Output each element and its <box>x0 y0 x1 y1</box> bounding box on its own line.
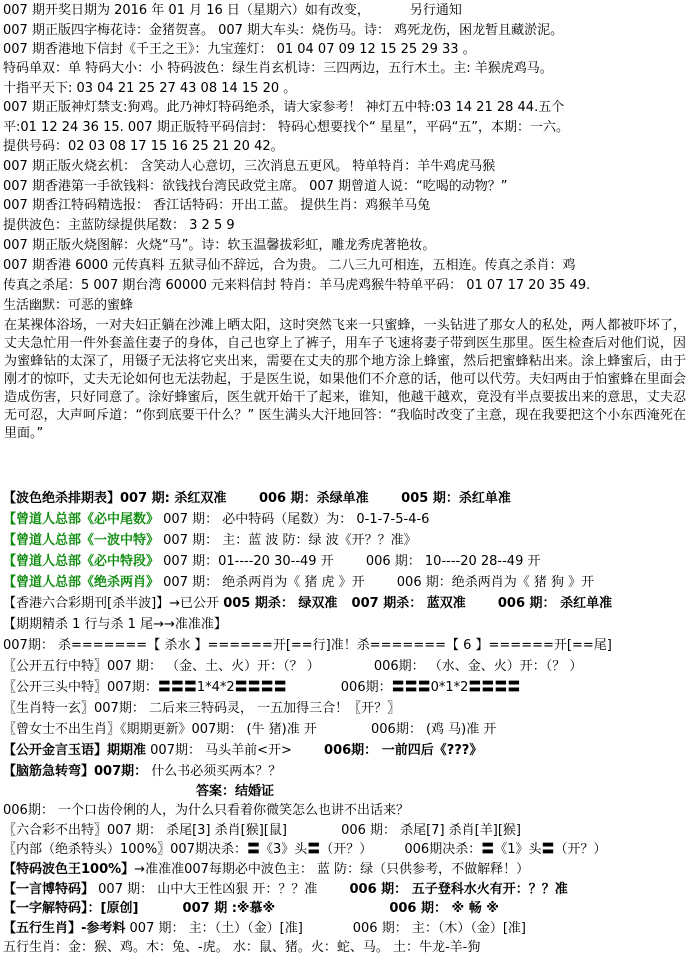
riddle-previous: 006期： 一个口齿伶俐的人，为什么只看着你微笑怎么也讲不出话来？ <box>3 803 409 818</box>
section-golden-words <box>3 742 482 759</box>
section-body: 〖六合彩不出特〗007 期： 杀尾[3] 杀肖[猴][鼠] <box>3 823 287 838</box>
section-value: 006 期： 杀红单准 <box>497 596 613 611</box>
section-head: 【公开金言玉语】期期准 <box>3 743 147 758</box>
section-head: 【脑筋急转弯】007期： <box>3 764 148 779</box>
section-head: 【五行生肖】-参考料 <box>3 921 126 936</box>
section-body: 〖公开五行中特〗007 期： （金、土、火）开：（？ ） <box>3 659 320 674</box>
section-value: 杀红双准 <box>174 491 227 506</box>
draw-date-text: 007 期开奖日期为 2016 年 01 月 16 日（星期六）如有改变， <box>3 3 370 18</box>
section-body: 006期： (鸡 马)准 开 <box>371 722 497 737</box>
section-body: 007 期： 山中大王性凶狠 开：？？准 <box>98 882 318 897</box>
section-not-out <box>3 721 496 738</box>
section-body: 006期：〓〓〓0*1*2〓〓〓〓 <box>340 680 521 695</box>
section-head: 【曾道人总部《必中尾数》 <box>3 512 160 527</box>
notice-text: 另行通知 <box>409 3 462 18</box>
section-body: 006期决杀：〓《1》头〓（开？） <box>404 842 607 857</box>
section-body: 〖内部（绝杀特头）100%〗007期决杀：〓《3》头〓（开？） <box>3 842 373 857</box>
section-body: 007 期： 绝杀两肖为《 猪 虎 》开 <box>163 575 365 590</box>
section-wave-king <box>3 861 529 878</box>
section-riddle <box>3 763 281 780</box>
text-line: 提供号码：02 03 08 17 15 16 25 21 20 42。 <box>3 139 284 154</box>
section-half-wave <box>3 595 612 612</box>
section-body: 006 期： 主：（木）（金）[准] <box>352 921 526 936</box>
section-kill-head <box>3 841 606 858</box>
section-body: 007期： 马头羊前<开> <box>150 743 292 758</box>
section-body: 006 期： ※ 畅 ※ <box>389 901 499 916</box>
section-one-wave <box>3 532 417 549</box>
text-line: 平:01 12 24 36 15. 007 期正版特平码信封： 特码心想要找个“ 星星”，平码“五”，本期：一六。 <box>3 120 570 135</box>
section-value: 007 期杀： 蓝双准 <box>351 596 466 611</box>
section-body: 006 期： 杀尾[7] 杀肖[羊][猴] <box>341 823 521 838</box>
section-body: 006期： 一前四后《???》 <box>324 743 483 758</box>
text-line: 007 期正版火烧图解：火烧“马”。诗：软玉温馨拔彩虹，雕龙秀虎著艳妆。 <box>3 238 436 253</box>
section-five-zodiac-list: 五行生肖：金：猴、鸡。木：兔、-虎。 水：鼠、猪。火：蛇、马。 土：牛龙-羊-狗 <box>3 940 481 955</box>
text-line: 007 期正版四字梅花诗：金猪贺喜。 007 期大车头：烧伤马。诗： 鸡死龙伤，困龙暂且藏淤泥。 <box>3 23 564 38</box>
text-line: 提供波色：主蓝防绿提供尾数： 3 2 5 9 <box>3 218 235 233</box>
section-value: 005 期杀： 绿双准 <box>223 596 338 611</box>
section-five-zodiac <box>3 920 526 937</box>
section-value: 005 期：杀红单准 <box>401 491 511 506</box>
text-line: 十指平天下: 03 04 21 25 27 43 08 14 15 20 。 <box>3 81 297 96</box>
section-head: 【曾道人总部《绝杀两肖》 <box>3 575 160 590</box>
section-body: 什么书必须买两本？？ <box>151 764 282 779</box>
section-head: 【曾道人总部《必中特段》 <box>3 554 160 569</box>
section-body: 〖公开三头中特〗007期：〓〓〓1*4*2〓〓〓〓 <box>3 680 287 695</box>
section-body: 006期： （水、金、火）开：（？ ） <box>373 659 583 674</box>
section-body: 006 期：绝杀两肖为《 猪 狗 》开 <box>396 575 595 590</box>
humor-story: 在某裸体浴场，一对夫妇正躺在沙滩上晒太阳，这时突然飞来一只蜜蜂，一头钻进了那女人的私处，两人都被吓坏了，丈夫急忙用一件外套盖住妻子的身体，自己也穿上了裤子，用车子飞速将妻子带到医生那里。医生检查后对他们说，因为蜜蜂钻的太深了，用镊子无法将它夹出来，需要在丈夫的那个地方涂上蜂蜜，然后把蜜蜂粘出来。涂上蜂蜜后，由于刚才的惊吓，丈夫无论如何也无法勃起，于是医生说，如果他们不介意的话，他可以代劳。夫妇两由于怕蜜蜂在里面会造成伤害，只好同意了。涂好蜂蜜后，医生就开始干了起来，谁知，他越干越欢，竟没有半点要拔出来的意思，丈夫忍无可忍，大声呵斥道：“你到底要干什么？” 医生满头大汗地回答：“我临时改变了主意，现在我要把这个小东西淹死在里面。” <box>4 318 686 441</box>
section-body: 007 期： 必中特码（尾数）为： 0-1-7-5-4-6 <box>163 512 430 527</box>
section-kill-detail: 007期： 杀=======【 杀水 】======开[==行]准！杀=======【 6 】======开[==尾] <box>3 638 612 653</box>
humor-title: 生活幽默：可恶的蜜蜂 <box>3 298 134 313</box>
text-line: 007 期香港地下信封《千王之王》：九宝莲灯： 01 04 07 09 12 15 25 29 33 。 <box>3 42 476 57</box>
text-line: 007 期香江特码精选报： 香江话特码：开出工蓝。 提供生肖：鸡猴羊马兔 <box>3 198 431 213</box>
section-head: 【特码波色王100%】 <box>3 862 135 877</box>
section-zodiac-one: 〖生肖特一玄〗007期： 二后来三特码灵， 一五加得三合！〖开？〗 <box>3 701 401 716</box>
section-body: 〖曾女士不出生肖〗《期期更新》007期： (牛 猪)准 开 <box>3 722 317 737</box>
section-no-special <box>3 822 521 839</box>
section-head: 【一言博特码】 <box>3 882 95 897</box>
section-body: 006 期： 五子登科水火有开：？？准 <box>349 882 568 897</box>
section-body: 007 期： 主：蓝 波 防：绿 波《开？？准》 <box>163 533 417 548</box>
section-body: 007 期 :※慕※ <box>182 901 276 916</box>
section-wave-kill <box>3 490 511 507</box>
section-tail <box>3 511 429 528</box>
section-segment <box>3 553 540 570</box>
section-body: 007 期： 主：（土）（金）[准] <box>125 921 303 936</box>
section-three-heads <box>3 679 520 696</box>
section-head: 【香港六合彩期刊[杀半波]】→已公开 <box>3 596 220 611</box>
section-head: 【曾道人总部《一波中特》 <box>3 533 160 548</box>
text-line: 007 期正版火烧玄机： 含笑动人心意切，三次消息五更风。 特单特肖：羊牛鸡虎马猴 <box>3 159 496 174</box>
section-body: →准准准007每期必中波色主： 蓝 防：绿（只供参考，不做解释！） <box>134 862 530 877</box>
text-line: 007 期正版神灯禁支:狗鸡。此乃神灯特码绝杀，请大家参考！ 神灯五中特:03 14 21 28 44.五个 <box>3 100 565 115</box>
section-body: 006 期： 10----20 28--49 开 <box>365 554 541 569</box>
section-five-elements <box>3 658 582 675</box>
section-body: 007 期：01----20 30--49 开 <box>163 554 334 569</box>
text-line: 007 期香港 6000 元传真料 五狱寻仙不辞远，合为贵。 二八三九可相连，五相连。传真之杀肖：鸡 <box>3 258 576 273</box>
text-line: 传真之杀尾：5 007 期台湾 60000 元来料信封 特肖：羊马虎鸡猴牛特单平码： 01 07 17 20 35 49. <box>3 278 591 293</box>
section-value: 006 期：杀绿单准 <box>258 491 369 506</box>
text-line: 007 期香港第一手欲钱料：欲钱找台湾民政党主席。 007 期曾道人说：“吃喝的动物？” <box>3 179 508 194</box>
section-kill-two <box>3 574 594 591</box>
riddle-answer: 答案：结婚证 <box>196 784 275 799</box>
section-kill-line: 【期期精杀 1 行与杀 1 尾→→准准准】 <box>3 617 227 632</box>
draw-date-line <box>3 2 462 19</box>
text-line: 特码单双：单 特码大小：小 特码波色：绿生肖玄机诗：三四两边，五行木土。主: 羊猴虎鸡马。 <box>3 61 553 76</box>
section-one-char <box>3 900 499 917</box>
section-head: 【一字解特码】：[原创] <box>3 901 139 916</box>
section-head: 【波色绝杀排期表】007 期: <box>3 491 170 506</box>
section-one-word-bet <box>3 881 568 898</box>
